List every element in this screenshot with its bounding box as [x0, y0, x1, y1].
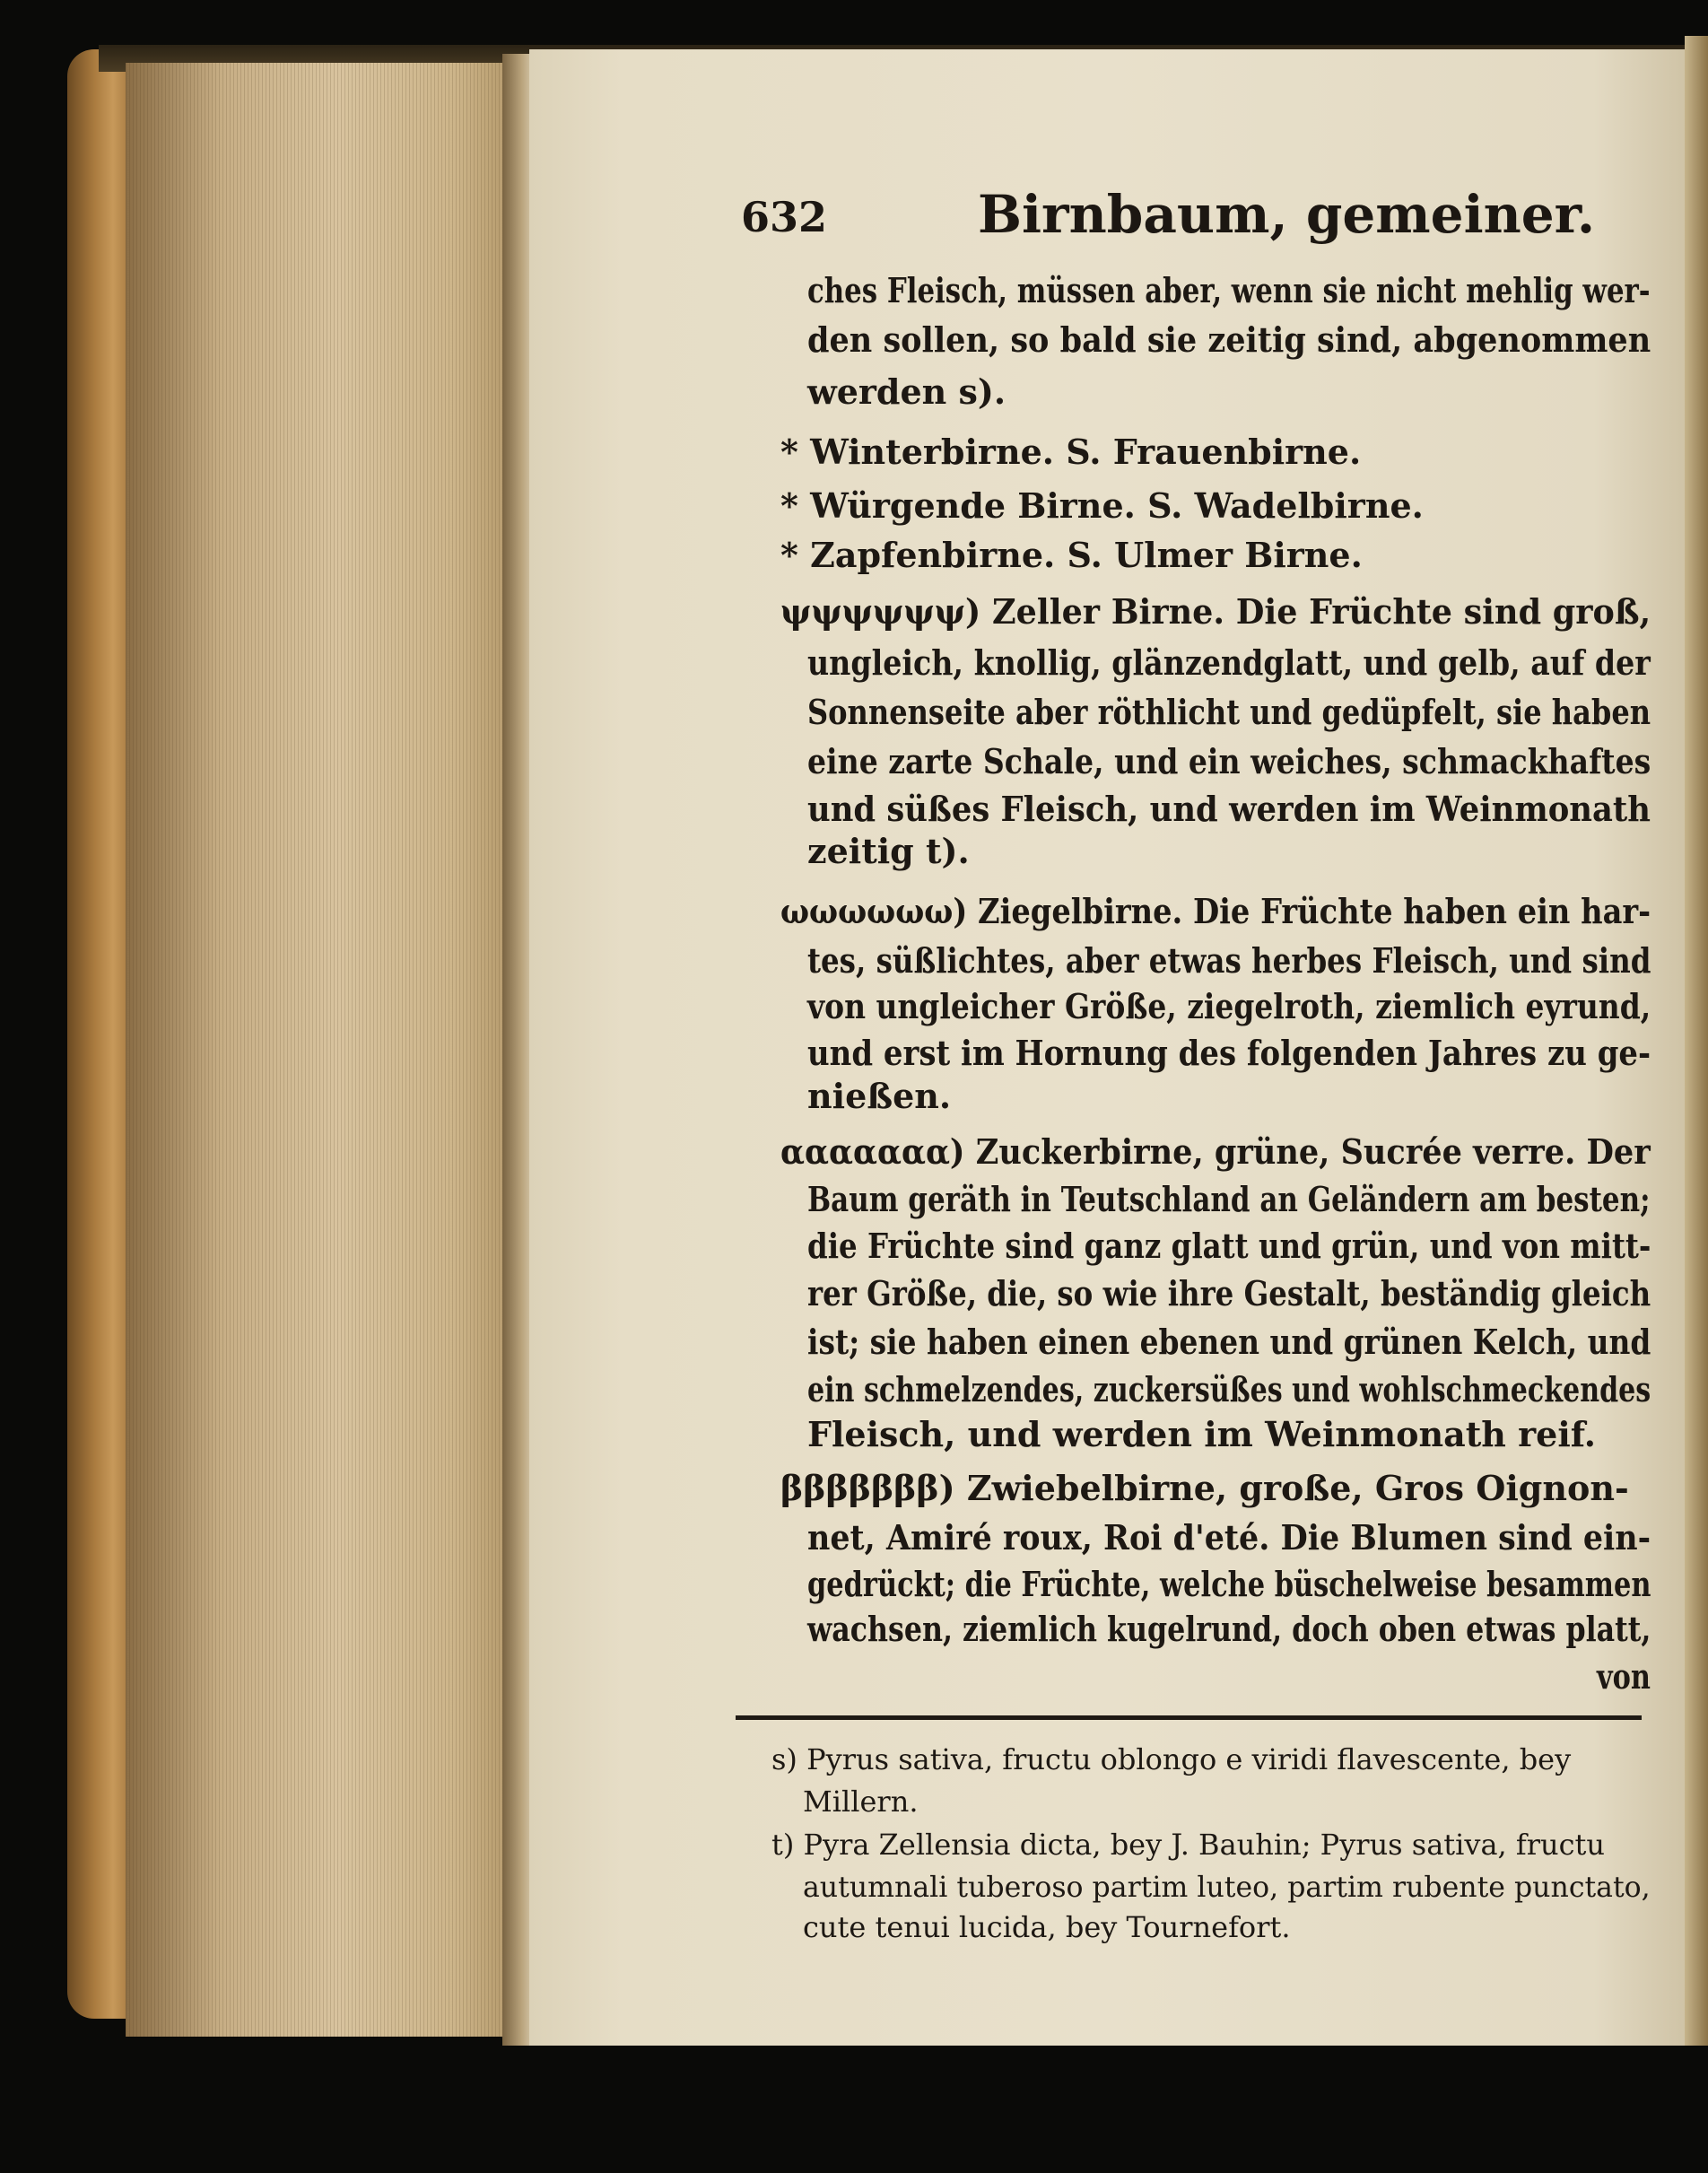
text-line: Baum geräth in Teutschland an Geländern am besten;	[807, 1179, 1651, 1219]
text-line: werden s).	[807, 371, 1006, 412]
text-line: ein schmelzendes, zuckersüßes und wohlschmeckendes	[807, 1369, 1651, 1409]
text-line: und süßes Fleisch, und werden im Weinmonath	[807, 789, 1651, 829]
text-line: ωωωωωω) Ziegelbirne. Die Früchte haben ein har-	[780, 891, 1651, 931]
page-number: 632	[741, 193, 828, 241]
text-line: rer Größe, die, so wie ihre Gestalt, beständig gleich	[807, 1273, 1651, 1313]
text-line: ist; sie haben einen ebenen und grünen Kelch, und	[807, 1322, 1651, 1362]
text-line: * Würgende Birne. S. Wadelbirne.	[780, 485, 1424, 526]
text-line: den sollen, so bald sie zeitig sind, abgenommen	[807, 319, 1651, 360]
text-line: βββββββ) Zwiebelbirne, große, Gros Oignon-	[780, 1468, 1629, 1508]
footnote-line: cute tenui lucida, bey Tournefort.	[803, 1910, 1291, 1944]
text-line: nießen.	[807, 1076, 952, 1116]
text-line: Sonnenseite aber röthlicht und gedüpfelt, sie haben	[807, 692, 1651, 732]
text-line: tes, süßlichtes, aber etwas herbes Fleisch, und sind	[807, 940, 1651, 981]
text-line: wachsen, ziemlich kugelrund, doch oben etwas platt,	[807, 1609, 1651, 1649]
footnote-line: autumnali tuberoso partim luteo, partim rubente punctato,	[803, 1870, 1651, 1904]
text-line: zeitig t).	[807, 831, 970, 871]
text-line: * Zapfenbirne. S. Ulmer Birne.	[780, 535, 1363, 575]
footnote-separator	[736, 1715, 1642, 1720]
text-line: ungleich, knollig, glänzendglatt, und gelb, auf der	[807, 642, 1651, 683]
text-line: Fleisch, und werden im Weinmonath reif.	[807, 1414, 1596, 1454]
text-line: eine zarte Schale, und ein weiches, schmackhaftes	[807, 741, 1651, 781]
text-line: und erst im Hornung des folgenden Jahres zu ge-	[807, 1033, 1651, 1073]
running-head: Birnbaum, gemeiner.	[978, 184, 1596, 245]
text-line: * Winterbirne. S. Frauenbirne.	[780, 432, 1362, 472]
text-line: ααααααα) Zuckerbirne, grüne, Sucrée verre. Der	[780, 1131, 1651, 1172]
text-line: gedrückt; die Früchte, welche büschelweise besammen	[807, 1564, 1651, 1604]
footnote-line: t) Pyra Zellensia dicta, bey J. Bauhin; Pyrus sativa, fructu	[771, 1828, 1605, 1862]
footnote-line: s) Pyrus sativa, fructu oblongo e viridi flavescente, bey	[771, 1742, 1572, 1776]
text-line: die Früchte sind ganz glatt und grün, und von mitt-	[807, 1226, 1651, 1266]
catchword: von	[1597, 1656, 1651, 1697]
footnote-line: Millern.	[803, 1785, 919, 1819]
text-line: von ungleicher Größe, ziegelroth, ziemlich eyrund,	[807, 986, 1651, 1026]
text-line: net, Amiré roux, Roi d'eté. Die Blumen sind ein-	[807, 1517, 1651, 1558]
text-line: ψψψψψψ) Zeller Birne. Die Früchte sind groß,	[780, 591, 1651, 632]
text-line: ches Fleisch, müssen aber, wenn sie nicht mehlig wer-	[807, 270, 1651, 310]
